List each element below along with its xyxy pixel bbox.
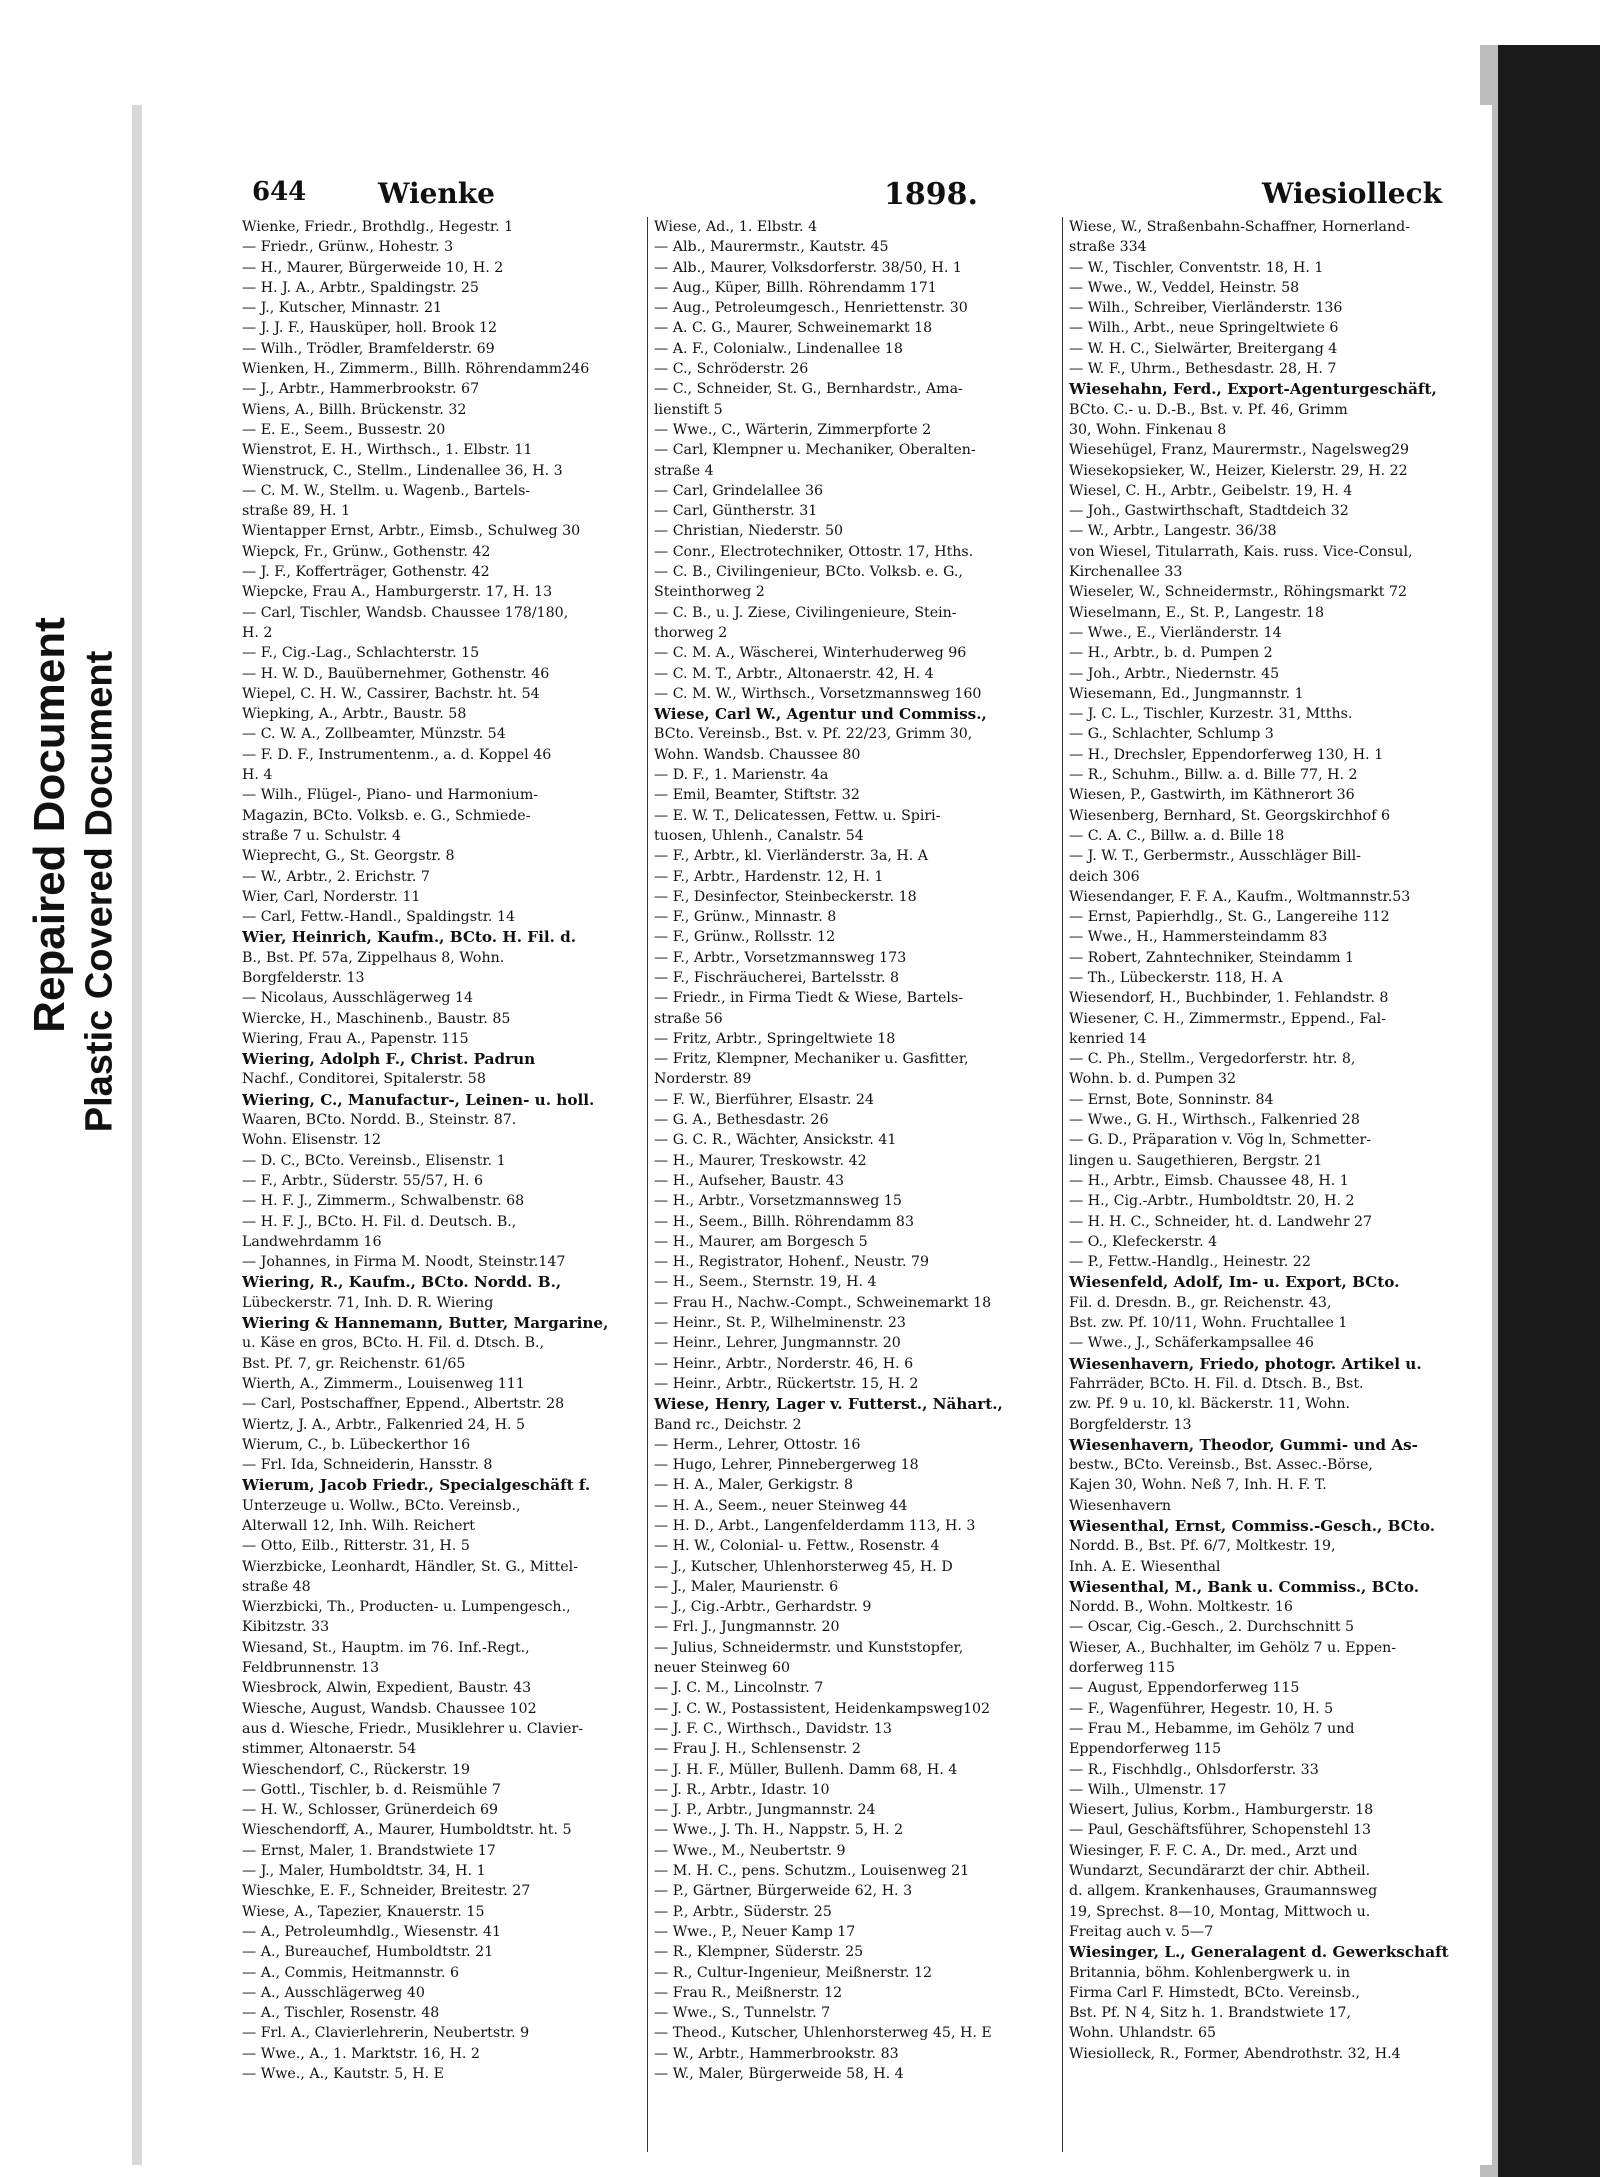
entry-line: — H., Arbtr., Vorsetzmannsweg 15 [654,1193,902,1210]
entry-line: — Wwe., E., Vierländerstr. 14 [1069,624,1282,641]
entry-line: — Wilh., Flügel-, Piano- und Harmonium- [242,787,539,804]
entry-line: Landwehrdamm 16 [242,1233,382,1250]
entry-line: — H., Cig.-Arbtr., Humboldtstr. 20, H. 2 [1069,1193,1355,1210]
year: 1898. [884,177,978,212]
entry-line: — Wwe., A., 1. Marktstr. 16, H. 2 [242,2045,480,2062]
entry-line: — Frau R., Meißnerstr. 12 [654,1984,843,2001]
entry-line: — Friedr., in Firma Tiedt & Wiese, Bartels- [654,990,964,1007]
entry-line: — C. M. A., Wäscherei, Winterhuderweg 96 [654,645,967,662]
entry-line: Wiese, Henry, Lager v. Futterst., Nähart., [654,1395,1003,1414]
entry-line: — F., Arbtr., Vorsetzmannsweg 173 [654,949,907,966]
entry-line: — A. F., Colonialw., Lindenallee 18 [654,340,903,357]
entry-line: Wohn. Elisenstr. 12 [242,1132,381,1149]
entry-line: — G. A., Bethesdastr. 26 [654,1112,829,1129]
entry-line: — E. E., Seem., Bussestr. 20 [242,421,446,438]
entry-line: straße 56 [654,1010,723,1027]
entry-line: — Wwe., G. H., Wirthsch., Falkenried 28 [1069,1112,1360,1129]
entry-line: Wienstrot, E. H., Wirthsch., 1. Elbstr. 11 [242,442,533,459]
entry-line: — C. A. C., Billw. a. d. Bille 18 [1069,827,1285,844]
entry-line: — Wwe., P., Neuer Kamp 17 [654,1923,856,1940]
entry-line: — P., Gärtner, Bürgerweide 62, H. 3 [654,1883,913,1900]
entry-line: — W., Tischler, Conventstr. 18, H. 1 [1069,259,1324,276]
entry-line: — Joh., Gastwirthschaft, Stadtdeich 32 [1069,503,1349,520]
entry-line: Wiepking, A., Arbtr., Baustr. 58 [242,706,467,723]
entry-line: lienstift 5 [654,401,723,418]
entry-line: — Heinr., Arbtr., Rückertstr. 15, H. 2 [654,1375,919,1392]
entry-line: — Frl. Ida, Schneiderin, Hansstr. 8 [242,1457,493,1474]
entry-line: — W., Maler, Bürgerweide 58, H. 4 [654,2066,904,2083]
entry-line: Wiesche, August, Wandsb. Chaussee 102 [242,1700,537,1717]
entry-line: Borgfelderstr. 13 [1069,1416,1192,1433]
entry-line: — J. P., Arbtr., Jungmannstr. 24 [654,1802,876,1819]
entry-line: — Joh., Arbtr., Niedernstr. 45 [1069,665,1280,682]
entry-line: Wiesenthal, M., Bank u. Commiss., BCto. [1069,1577,1420,1596]
entry-line: Wiesemann, Ed., Jungmannstr. 1 [1069,685,1304,702]
entry-line: — C., Schröderstr. 26 [654,361,809,378]
entry-line: Lübeckerstr. 71, Inh. D. R. Wiering [242,1294,494,1311]
entry-line: — Paul, Geschäftsführer, Schopenstehl 13 [1069,1822,1372,1839]
entry-line: — J. H. F., Müller, Bullenh. Damm 68, H. 4 [654,1761,958,1778]
entry-line: — F., Cig.-Lag., Schlachterstr. 15 [242,645,480,662]
entry-line: Wiesenfeld, Adolf, Im- u. Export, BCto. [1069,1273,1400,1292]
entry-line: — J., Maler, Humboldtstr. 34, H. 1 [242,1863,486,1880]
entry-line: — Hugo, Lehrer, Pinnebergerweg 18 [654,1457,919,1474]
entry-line: Wiercke, H., Maschinenb., Baustr. 85 [242,1010,511,1027]
entry-line: 30, Wohn. Finkenau 8 [1069,421,1227,438]
entry-line: — C. M. W., Stellm. u. Wagenb., Bartels- [242,482,531,499]
entry-line: Wiesehügel, Franz, Maurermstr., Nagelsweg29 [1069,442,1410,459]
entry-line: — A., Tischler, Rosenstr. 48 [242,2005,440,2022]
entry-line: thorweg 2 [654,624,728,641]
entry-line: Wieselmann, E., St. P., Langestr. 18 [1069,604,1324,621]
entry-line: — H., Maurer, am Borgesch 5 [654,1233,868,1250]
entry-line: Fahrräder, BCto. H. Fil. d. Dtsch. B., Bst. [1069,1375,1364,1392]
entry-line: 19, Sprechst. 8—10, Montag, Mittwoch u. [1069,1903,1371,1920]
entry-line: — P., Fettw.-Handlg., Heinestr. 22 [1069,1254,1311,1271]
entry-line: — Ernst, Bote, Sonninstr. 84 [1069,1091,1274,1108]
entry-line: — H. A., Maler, Gerkigstr. 8 [654,1477,854,1494]
entry-line: lingen u. Saugethieren, Bergstr. 21 [1069,1152,1323,1169]
entry-line: BCto. Vereinsb., Bst. v. Pf. 22/23, Grimm 30, [654,726,973,743]
entry-line: — August, Eppendorferweg 115 [1069,1680,1300,1697]
entry-line: Wiesel, C. H., Arbtr., Geibelstr. 19, H. 4 [1069,482,1353,499]
entry-line: — J. C. M., Lincolnstr. 7 [654,1680,824,1697]
entry-line: — F., Desinfector, Steinbeckerstr. 18 [654,888,917,905]
entry-line: — Heinr., Arbtr., Norderstr. 46, H. 6 [654,1355,914,1372]
entry-line: — A. C. G., Maurer, Schweinemarkt 18 [654,320,933,337]
entry-line: — Aug., Petroleumgesch., Henriettenstr. 30 [654,300,968,317]
entry-line: — Wilh., Arbt., neue Springeltwiete 6 [1069,320,1339,337]
entry-line: — O., Klefeckerstr. 4 [1069,1233,1218,1250]
entry-line: dorferweg 115 [1069,1660,1176,1677]
entry-line: Wier, Carl, Norderstr. 11 [242,888,421,905]
entry-line: Wohn. b. d. Pumpen 32 [1069,1071,1236,1088]
entry-line: — Wilh., Ulmenstr. 17 [1069,1781,1227,1798]
entry-line: — Wwe., C., Wärterin, Zimmerpforte 2 [654,421,932,438]
entry-line: Wiens, A., Billh. Brückenstr. 32 [242,401,467,418]
entry-line: — Christian, Niederstr. 50 [654,523,844,540]
entry-line: — Carl, Klempner u. Mechaniker, Oberalten- [654,442,976,459]
entry-line: Wiering, Frau A., Papenstr. 115 [242,1030,469,1047]
entry-line: B., Bst. Pf. 57a, Zippelhaus 8, Wohn. [242,949,505,966]
entry-line: — A., Petroleumhdlg., Wiesenstr. 41 [242,1923,502,1940]
entry-line: — H., Aufseher, Baustr. 43 [654,1172,844,1189]
entry-line: — H. A., Seem., neuer Steinweg 44 [654,1497,908,1514]
entry-line: — J. R., Arbtr., Idastr. 10 [654,1781,830,1798]
entry-line: — H., Seem., Billh. Röhrendamm 83 [654,1213,914,1230]
left-guide-word: Wienke [378,177,495,210]
entry-line: Wiesiolleck, R., Former, Abendrothstr. 32, H.4 [1069,2045,1401,2062]
entry-line: Wiering, C., Manufactur-, Leinen- u. holl. [242,1090,595,1109]
entry-line: — C. B., Civilingenieur, BCto. Volksb. e. G., [654,564,963,581]
entry-line: — Wwe., J., Schäferkampsallee 46 [1069,1335,1314,1352]
entry-line: Kirchenallee 33 [1069,564,1183,581]
entry-line: Wiepel, C. H. W., Cassirer, Bachstr. ht. 54 [242,685,540,702]
entry-line: — Carl, Postschaffner, Eppend., Albertstr. 28 [242,1396,565,1413]
stamp-line-2: Plastic Covered Document [78,650,121,1133]
entry-line: Inh. A. E. Wiesenthal [1069,1558,1221,1575]
entry-line: Wiesener, C. H., Zimmermstr., Eppend., Fal- [1069,1010,1386,1027]
entry-line: — A., Ausschlägerweg 40 [242,1984,425,2001]
entry-line: — H. F. J., Zimmerm., Schwalbenstr. 68 [242,1193,525,1210]
entry-line: stimmer, Altonaerstr. 54 [242,1741,417,1758]
entry-line: — E. W. T., Delicatessen, Fettw. u. Spiri- [654,807,941,824]
entry-line: — Wilh., Trödler, Bramfelderstr. 69 [242,340,495,357]
entry-line: — H. F. J., BCto. H. Fil. d. Deutsch. B., [242,1213,517,1230]
entry-line: Nordd. B., Wohn. Moltkestr. 16 [1069,1599,1293,1616]
entry-line: — Frl. A., Clavierlehrerin, Neubertstr. 9 [242,2025,530,2042]
entry-line: — J. W. T., Gerbermstr., Ausschläger Bill- [1069,848,1361,865]
entry-line: Wierum, C., b. Lübeckerthor 16 [242,1436,471,1453]
entry-line: straße 7 u. Schulstr. 4 [242,827,402,844]
entry-line: Bst. zw. Pf. 10/11, Wohn. Fruchtallee 1 [1069,1315,1348,1332]
entry-line: — H. W., Colonial- u. Fettw., Rosenstr. 4 [654,1538,940,1555]
entry-line: u. Käse en gros, BCto. H. Fil. d. Dtsch. B., [242,1335,545,1352]
entry-line: Wiesendorf, H., Buchbinder, 1. Fehlandstr. 8 [1069,990,1389,1007]
entry-line: Wierth, A., Zimmerm., Louisenweg 111 [242,1375,525,1392]
entry-line: H. 2 [242,624,273,641]
entry-line: — W., Arbtr., 2. Erichstr. 7 [242,868,430,885]
entry-line: straße 48 [242,1578,311,1595]
entry-line: Bst. Pf. N 4, Sitz h. 1. Brandstwiete 17, [1069,2005,1351,2022]
entry-line: Wohn. Uhlandstr. 65 [1069,2025,1217,2042]
entry-line: — G. D., Präparation v. Vög ln, Schmetter- [1069,1132,1372,1149]
entry-line: zw. Pf. 9 u. 10, kl. Bäckerstr. 11, Wohn. [1069,1396,1351,1413]
entry-line: — Wwe., J. Th. H., Nappstr. 5, H. 2 [654,1822,904,1839]
entry-line: Wiesehahn, Ferd., Export-Agenturgeschäft, [1069,380,1437,399]
entry-line: — R., Klempner, Süderstr. 25 [654,1944,864,1961]
entry-line: Eppendorferweg 115 [1069,1741,1222,1758]
entry-line: Wiesenhavern, Friedo, photogr. Artikel u. [1069,1354,1422,1373]
entry-line: Wiepcke, Frau A., Hamburgerstr. 17, H. 13 [242,584,553,601]
entry-line: Wienstruck, C., Stellm., Lindenallee 36, H. 3 [242,462,563,479]
entry-line: — D. F., 1. Marienstr. 4a [654,767,829,784]
entry-line: — Carl, Grindelallee 36 [654,482,824,499]
right-guide-word: Wiesiolleck [1262,177,1443,210]
entry-line: — W. F., Uhrm., Bethesdastr. 28, H. 7 [1069,361,1337,378]
entry-line: — J. J. F., Hausküper, holl. Brook 12 [242,320,497,337]
entry-line: — Wilh., Schreiber, Vierländerstr. 136 [1069,300,1343,317]
entry-line: — F., Grünw., Rollsstr. 12 [654,929,836,946]
entry-line: — J. F., Kofferträger, Gothenstr. 42 [242,564,490,581]
entry-line: — H., Maurer, Bürgerweide 10, H. 2 [242,259,504,276]
entry-line: bestw., BCto. Vereinsb., Bst. Assec.-Börse, [1069,1457,1373,1474]
entry-line: — H., Drechsler, Eppendorferweg 130, H. 1 [1069,746,1384,763]
entry-line: — A., Bureauchef, Humboldtstr. 21 [242,1944,494,1961]
entry-line: — Gottl., Tischler, b. d. Reismühle 7 [242,1781,501,1798]
entry-line: — C. W. A., Zollbeamter, Münzstr. 54 [242,726,506,743]
entry-line: — A., Commis, Heitmannstr. 6 [242,1964,460,1981]
column-1 [242,217,632,2152]
entry-line: Firma Carl F. Himstedt, BCto. Vereinsb., [1069,1984,1361,2001]
entry-line: Wiertz, J. A., Arbtr., Falkenried 24, H. 5 [242,1416,525,1433]
entry-line: Nachf., Conditorei, Spitalerstr. 58 [242,1071,486,1088]
entry-line: Magazin, BCto. Volksb. e. G., Schmiede- [242,807,531,824]
entry-line: — W. H. C., Sielwärter, Breitergang 4 [1069,340,1338,357]
entry-line: Wierzbicke, Leonhardt, Händler, St. G., Mittel- [242,1558,578,1575]
entry-line: Bst. Pf. 7, gr. Reichenstr. 61/65 [242,1355,466,1372]
entry-line: — R., Cultur-Ingenieur, Meißnerstr. 12 [654,1964,933,1981]
entry-line: — Emil, Beamter, Stiftstr. 32 [654,787,860,804]
entry-line: — Julius, Schneidermstr. und Kunststopfer, [654,1639,964,1656]
entry-line: — J. C. W., Postassistent, Heidenkampsweg102 [654,1700,991,1717]
entry-line: Steinthorweg 2 [654,584,765,601]
entry-line: — Wwe., S., Tunnelstr. 7 [654,2005,831,2022]
entry-line: deich 306 [1069,868,1140,885]
directory-page [132,105,1492,2165]
entry-line: — F., Arbtr., kl. Vierländerstr. 3a, H. A [654,848,929,865]
entry-line: straße 4 [654,462,714,479]
entry-line: — C. M. W., Wirthsch., Vorsetzmannsweg 160 [654,685,982,702]
entry-line: — Aug., Küper, Billh. Röhrendamm 171 [654,279,937,296]
entry-line: Borgfelderstr. 13 [242,969,365,986]
column-3 [1062,217,1479,2152]
entry-line: Band rc., Deichstr. 2 [654,1416,802,1433]
entry-line: Britannia, böhm. Kohlenbergwerk u. in [1069,1964,1350,1981]
entry-line: — J., Kutscher, Minnastr. 21 [242,300,443,317]
entry-line: — P., Arbtr., Süderstr. 25 [654,1903,832,1920]
entry-line: — H., Arbtr., b. d. Pumpen 2 [1069,645,1273,662]
entry-line: — H. W., Schlosser, Grünerdeich 69 [242,1802,499,1819]
entry-line: — Alb., Maurermstr., Kautstr. 45 [654,239,889,256]
entry-line: — Fritz, Klempner, Mechaniker u. Gasfitter, [654,1051,969,1068]
entry-line: — Theod., Kutscher, Uhlenhorsterweg 45, H. E [654,2025,992,2042]
entry-line: — Nicolaus, Ausschlägerweg 14 [242,990,474,1007]
entry-line: Wohn. Wandsb. Chaussee 80 [654,746,861,763]
entry-line: BCto. C.- u. D.-B., Bst. v. Pf. 46, Grimm [1069,401,1348,418]
entry-line: — M. H. C., pens. Schutzm., Louisenweg 21 [654,1863,970,1880]
entry-line: Wieschendorf, C., Rückerstr. 19 [242,1761,471,1778]
entry-line: — C. Ph., Stellm., Vergedorferstr. htr. 8, [1069,1051,1356,1068]
entry-line: Wiesinger, F. F. C. A., Dr. med., Arzt und [1069,1842,1358,1859]
entry-line: — G. C. R., Wächter, Ansickstr. 41 [654,1132,897,1149]
entry-line: — Robert, Zahntechniker, Steindamm 1 [1069,949,1355,966]
entry-line: Wundarzt, Secundärarzt der chir. Abtheil. [1069,1863,1371,1880]
entry-line: Wiesert, Julius, Korbm., Hamburgerstr. 18 [1069,1802,1374,1819]
entry-line: — Oscar, Cig.-Gesch., 2. Durchschnitt 5 [1069,1619,1355,1636]
entry-line: Wierzbicki, Th., Producten- u. Lumpengesch., [242,1599,571,1616]
column-2 [647,217,1052,2152]
entry-line: Wiesenhavern [1069,1497,1172,1514]
entry-line: Fil. d. Dresdn. B., gr. Reichenstr. 43, [1069,1294,1332,1311]
entry-line: Wientapper Ernst, Arbtr., Eimsb., Schulweg 30 [242,523,581,540]
entry-line: Wiesekopsieker, W., Heizer, Kielerstr. 29, H. 22 [1069,462,1408,479]
entry-line: H. 4 [242,767,273,784]
entry-line: — Otto, Eilb., Ritterstr. 31, H. 5 [242,1538,470,1555]
entry-line: Waaren, BCto. Nordd. B., Steinstr. 87. [242,1112,517,1129]
stamp-line-1: Repaired Document [25,617,74,1033]
entry-line: — Ernst, Papierhdlg., St. G., Langereihe 112 [1069,909,1390,926]
entry-line: Wiese, Ad., 1. Elbstr. 4 [654,219,818,235]
entry-line: kenried 14 [1069,1030,1147,1047]
entry-line: — W., Arbtr., Langestr. 36/38 [1069,523,1277,540]
entry-line: — Heinr., Lehrer, Jungmannstr. 20 [654,1335,901,1352]
entry-line: — F. W., Bierführer, Elsastr. 24 [654,1091,874,1108]
entry-line: — H., Seem., Sternstr. 19, H. 4 [654,1274,877,1291]
entry-line: — Alb., Maurer, Volksdorferstr. 38/50, H. 1 [654,259,962,276]
entry-line: Wiesenthal, Ernst, Commiss.-Gesch., BCto. [1069,1517,1436,1535]
entry-line: Wienke, Friedr., Brothdlg., Hegestr. 1 [242,219,514,235]
entry-line: — J., Maler, Maurienstr. 6 [654,1578,839,1595]
entry-line: Wiepck, Fr., Grünw., Gothenstr. 42 [242,543,491,560]
entry-line: Wiering, Adolph F., Christ. Padrun [242,1050,536,1069]
entry-line: Wiesenberg, Bernhard, St. Georgskirchhof 6 [1069,807,1390,824]
entry-line: — H., Arbtr., Eimsb. Chaussee 48, H. 1 [1069,1172,1349,1189]
entry-line: — R., Fischhdlg., Ohlsdorferstr. 33 [1069,1761,1319,1778]
entry-line: — F., Arbtr., Süderstr. 55/57, H. 6 [242,1172,484,1189]
entry-line: — H., Maurer, Treskowstr. 42 [654,1152,867,1169]
repair-stamp [0,0,130,2177]
entry-line: Freitag auch v. 5—7 [1069,1923,1214,1940]
page-number: 644 [252,177,307,207]
entry-line: aus d. Wiesche, Friedr., Musiklehrer u. Clavier- [242,1720,584,1737]
entry-line: — Carl, Güntherstr. 31 [654,503,818,520]
entry-line: neuer Steinweg 60 [654,1660,791,1677]
entry-line: — F., Grünw., Minnastr. 8 [654,909,837,926]
entry-line: Wier, Heinrich, Kaufm., BCto. H. Fil. d. [242,928,577,947]
entry-line: — Herm., Lehrer, Ottostr. 16 [654,1436,861,1453]
entry-line: — Carl, Fettw.-Handl., Spaldingstr. 14 [242,909,516,926]
entry-line: — F., Arbtr., Hardenstr. 12, H. 1 [654,868,884,885]
entry-line: d. allgem. Krankenhauses, Graumannsweg [1069,1883,1378,1900]
entry-line: — C., Schneider, St. G., Bernhardstr., Ama- [654,381,963,398]
entry-line: Feldbrunnenstr. 13 [242,1660,380,1677]
entry-line: — Wwe., A., Kautstr. 5, H. E [242,2066,445,2083]
entry-line: — Wwe., H., Hammersteindamm 83 [1069,929,1328,946]
entry-line: — F. D. F., Instrumentenm., a. d. Koppel 46 [242,746,552,763]
entry-line: — G., Schlachter, Schlump 3 [1069,726,1274,743]
entry-line: — Wwe., M., Neubertstr. 9 [654,1842,846,1859]
entry-line: Norderstr. 89 [654,1071,752,1088]
entry-line: Wierum, Jacob Friedr., Specialgeschäft f. [242,1476,591,1495]
entry-line: — J., Arbtr., Hammerbrookstr. 67 [242,381,480,398]
entry-line: Wiering & Hannemann, Butter, Margarine, [242,1314,609,1333]
entry-line: — Wwe., W., Veddel, Heinstr. 58 [1069,279,1300,296]
entry-line: Wiesendanger, F. F. A., Kaufm., Woltmannstr.53 [1069,888,1411,905]
entry-line: Wiesen, P., Gastwirth, im Käthnerort 36 [1069,787,1355,804]
entry-line: straße 334 [1069,239,1147,256]
entry-line: Wieseler, W., Schneidermstr., Röhingsmarkt 72 [1069,584,1408,601]
entry-line: — J., Cig.-Arbtr., Gerhardstr. 9 [654,1599,872,1616]
entry-line: — Frau J. H., Schlensenstr. 2 [654,1741,861,1758]
entry-line: — Heinr., St. P., Wilhelminenstr. 23 [654,1315,906,1332]
entry-line: von Wiesel, Titularrath, Kais. russ. Vice-Consul, [1069,543,1413,560]
entry-line: — Conr., Electrotechniker, Ottostr. 17, Hths. [654,543,974,560]
entry-line: Wiesenhavern, Theodor, Gummi- und As- [1069,1435,1418,1454]
entry-line: Wiesand, St., Hauptm. im 76. Inf.-Regt., [242,1639,530,1656]
entry-line: — F., Wagenführer, Hegestr. 10, H. 5 [1069,1700,1334,1717]
entry-line: Kajen 30, Wohn. Neß 7, Inh. H. F. T. [1069,1477,1327,1494]
entry-line: — W., Arbtr., Hammerbrookstr. 83 [654,2045,899,2062]
entry-line: — D. C., BCto. Vereinsb., Elisenstr. 1 [242,1152,506,1169]
entry-line: — Johannes, in Firma M. Noodt, Steinstr.147 [242,1254,566,1271]
entry-line: Wiesbrock, Alwin, Expedient, Baustr. 43 [242,1680,532,1697]
entry-line: — Frau M., Hebamme, im Gehölz 7 und [1069,1720,1355,1737]
entry-line: — Fritz, Arbtr., Springeltwiete 18 [654,1030,896,1047]
entry-line: — Th., Lübeckerstr. 118, H. A [1069,969,1283,986]
entry-line: Wiese, A., Tapezier, Knauerstr. 15 [242,1903,485,1920]
entry-line: — J. C. L., Tischler, Kurzestr. 31, Mtths. [1069,706,1353,723]
entry-line: Wieschendorff, A., Maurer, Humboldtstr. ht. 5 [242,1822,572,1839]
entry-line: tuosen, Uhlenh., Canalstr. 54 [654,827,864,844]
entry-line: Wiesinger, L., Generalagent d. Gewerkschaft [1069,1943,1449,1962]
entry-line: — Carl, Tischler, Wandsb. Chaussee 178/180, [242,604,569,621]
entry-line: Alterwall 12, Inh. Wilh. Reichert [242,1518,475,1534]
entry-line: — F., Fischräucherei, Bartelsstr. 8 [654,969,900,986]
entry-line: — H. D., Arbt., Langenfelderdamm 113, H. 3 [654,1518,976,1534]
running-header [142,177,1492,217]
scan-edge [1480,45,1600,2177]
entry-line: — C. B., u. J. Ziese, Civilingenieure, Stein- [654,604,957,621]
entry-line: — H. W. D., Bauübernehmer, Gothenstr. 46 [242,665,550,682]
entry-line: — J. F. C., Wirthsch., Davidstr. 13 [654,1720,892,1737]
entry-line: Unterzeuge u. Wollw., BCto. Vereinsb., [242,1497,521,1514]
entry-line: Wieschke, E. F., Schneider, Breitestr. 27 [242,1883,531,1900]
entry-line: straße 89, H. 1 [242,503,351,520]
entry-line: — J., Kutscher, Uhlenhorsterweg 45, H. D [654,1558,953,1575]
entry-line: Wiering, R., Kaufm., BCto. Nordd. B., [242,1273,562,1292]
entry-line: Wienken, H., Zimmerm., Billh. Röhrendamm246 [242,361,590,378]
entry-line: — Frl. J., Jungmannstr. 20 [654,1619,840,1636]
entry-line: Wieprecht, G., St. Georgstr. 8 [242,848,455,865]
entry-line: — Ernst, Maler, 1. Brandstwiete 17 [242,1842,496,1859]
entry-line: — Frau H., Nachw.-Compt., Schweinemarkt 18 [654,1294,992,1311]
entry-line: — H., Registrator, Hohenf., Neustr. 79 [654,1254,930,1271]
entry-line: Nordd. B., Bst. Pf. 6/7, Moltkestr. 19, [1069,1538,1336,1555]
entry-line: — C. M. T., Arbtr., Altonaerstr. 42, H. 4 [654,665,934,682]
entry-line: — H. H. C., Schneider, ht. d. Landwehr 27 [1069,1213,1373,1230]
entry-line: Kibitzstr. 33 [242,1619,330,1636]
entry-line: — Friedr., Grünw., Hohestr. 3 [242,239,454,256]
entry-line: — R., Schuhm., Billw. a. d. Bille 77, H. 2 [1069,767,1358,784]
entry-line: Wiese, Carl W., Agentur und Commiss., [654,705,987,724]
entry-line: Wieser, A., Buchhalter, im Gehölz 7 u. Eppen- [1069,1639,1397,1656]
entry-line: Wiese, W., Straßenbahn-Schaffner, Hornerland- [1069,219,1411,235]
entry-line: — H. J. A., Arbtr., Spaldingstr. 25 [242,279,479,296]
